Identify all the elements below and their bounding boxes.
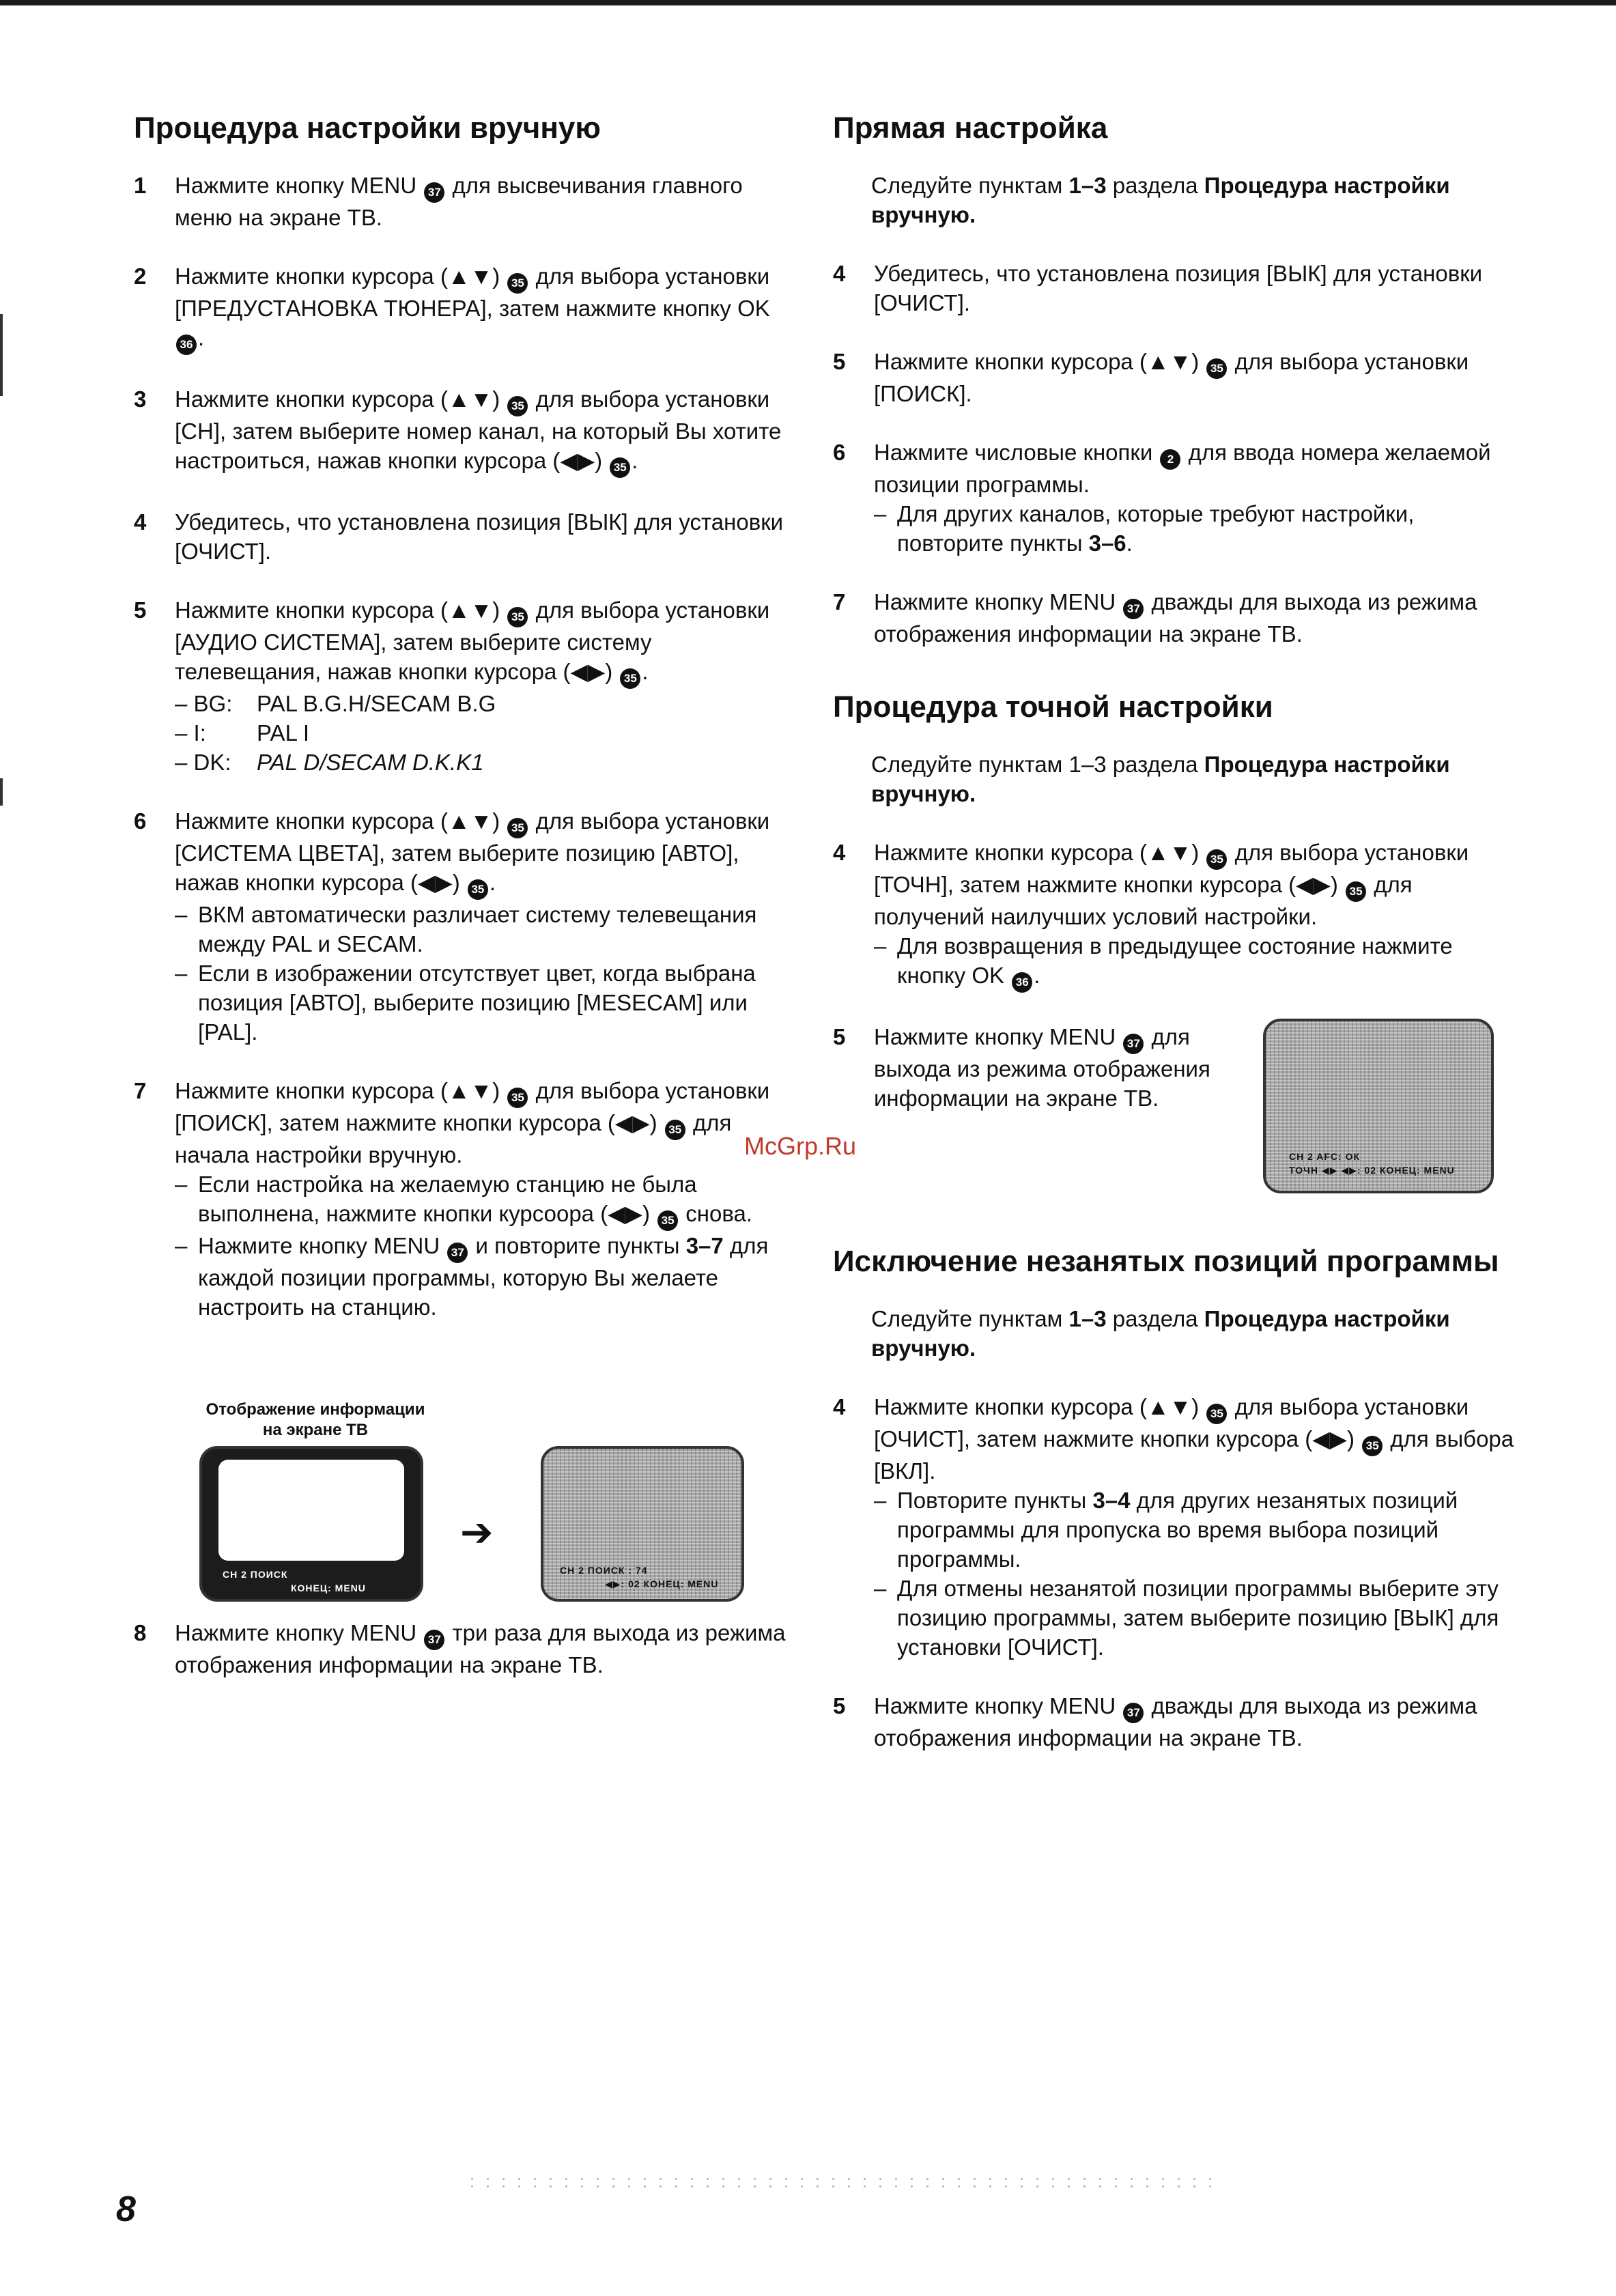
step-number: 8 bbox=[134, 1620, 147, 1645]
step-6: 6 Нажмите кнопки курсора (▲▼) 35 для выбора установки [СИСТЕМА ЦВЕТА], затем выберите позицию [АВТО], нажав кнопки курсора (◀▶) 35 . – ВКМ автоматически различает систему телевещания между PAL и SECAM. – Если в изображении отсутствует цвет, когда выбрана позиция [АВТО], выберите позицию [MESECAM] или [PAL]. bbox=[134, 806, 789, 1047]
button-ref-icon: 37 bbox=[424, 182, 444, 203]
button-ref-icon: 35 bbox=[507, 607, 528, 627]
button-ref-icon: 35 bbox=[507, 273, 528, 294]
tv-osd-text: КОНЕЦ: MENU bbox=[291, 1583, 366, 1593]
watermark: McGrp.Ru bbox=[744, 1132, 857, 1160]
step-4: 4 Убедитесь, что установлена позиция [ВЫК] для установки [ОЧИСТ]. bbox=[134, 507, 789, 566]
step-number: 4 bbox=[833, 840, 846, 865]
skip-step-4: 4 Нажмите кнопки курсора (▲▼) 35 для выбора установки [ОЧИСТ], затем нажмите кнопки курсора (◀▶) 35 для выбора [ВКЛ]. – Повторите пункты 3–4 для других незанятых позиций программы для пропуска во время выбора позиций программы. – Для отмены незанятой позиции программы выберите эту позицию программы, затем выберите позицию [ВЫК] для установки [ОЧИСТ]. bbox=[833, 1392, 1516, 1662]
step-number: 7 bbox=[833, 589, 846, 614]
tv-screen-fine-tune bbox=[1263, 1019, 1494, 1193]
page-number: 8 bbox=[116, 2189, 136, 2229]
step-2: 2 Нажмите кнопки курсора (▲▼) 35 для выбора установки [ПРЕДУСТАНОВКА ТЮНЕРА], затем нажмите кнопку OK 36 . bbox=[134, 261, 789, 355]
button-ref-icon: 35 bbox=[1346, 881, 1366, 902]
button-ref-icon: 36 bbox=[176, 335, 197, 355]
button-ref-icon: 37 bbox=[1123, 1703, 1144, 1723]
system-row: – DK: PAL D/SECAM D.K.K1 bbox=[175, 750, 484, 775]
note: – ВКМ автоматически различает систему телевещания между PAL и SECAM. bbox=[175, 902, 757, 956]
button-ref-icon: 35 bbox=[507, 1088, 528, 1108]
direct-step-6: 6 Нажмите числовые кнопки 2 для ввода номера желаемой позиции программы. – Для других каналов, которые требуют настройки, повторите пункты 3–6. bbox=[833, 438, 1516, 558]
button-ref-icon: 35 bbox=[610, 457, 630, 478]
note: – Для отмены незанятой позиции программы выберите эту позицию программы, затем выберите позицию [ВЫК] для установки [ОЧИСТ]. bbox=[874, 1576, 1499, 1660]
button-ref-icon: 37 bbox=[447, 1243, 468, 1263]
section-title-direct: Прямая настройка bbox=[833, 111, 1108, 145]
tv-screen-search bbox=[541, 1446, 744, 1602]
top-border bbox=[0, 0, 1616, 5]
step-7: 7 Нажмите кнопки курсора (▲▼) 35 для выбора установки [ПОИСК], затем нажмите кнопки курсора (◀▶) 35 для начала настройки вручную. – Если настройка на желаемую станцию не была выполнена, нажмите кнопки курсоора (◀▶) 35 снова. – Нажмите кнопку MENU 37 и повторите пункты 3–7 для каждой позиции программы, которую Вы желаете настроить на станцию. bbox=[134, 1076, 789, 1322]
tv-osd-text: ◀▶: 02 КОНЕЦ: MENU bbox=[605, 1578, 719, 1589]
button-ref-icon: 35 bbox=[1362, 1436, 1383, 1456]
button-ref-icon: 35 bbox=[1206, 358, 1227, 379]
section-intro: Следуйте пунктам 1–3 раздела Процедура настройки вручную. bbox=[871, 752, 1450, 806]
note: – Для возвращения в предыдущее состояние нажмите кнопку OK 36 . bbox=[874, 931, 1516, 993]
note: – Повторите пункты 3–4 для других незанятых позиций программы для пропуска во время выбора позиций программы. bbox=[874, 1488, 1458, 1572]
margin-mark bbox=[0, 314, 3, 396]
direct-step-5: 5 Нажмите кнопки курсора (▲▼) 35 для выбора установки [ПОИСК]. bbox=[833, 347, 1516, 408]
direct-step-4: 4 Убедитесь, что установлена позиция [ВЫК] для установки [ОЧИСТ]. bbox=[833, 259, 1516, 317]
note: – Нажмите кнопку MENU 37 и повторите пункты 3–7 для каждой позиции программы, которую Вы желаете настроить на станцию. bbox=[175, 1233, 769, 1320]
step-5: 5 Нажмите кнопки курсора (▲▼) 35 для выбора установки [АУДИО СИСТЕМА], затем выберите систему телевещания, нажав кнопки курсора (◀▶) 35 . – BG: PAL B.G.H/SECAM B.G – I: PAL I – DK: PAL D/SECAM D.K.K1 bbox=[134, 595, 789, 777]
step-3: 3 Нажмите кнопки курсора (▲▼) 35 для выбора установки [CH], затем выберите номер канал, на который Вы хотите настроиться, нажав кнопки курсора (◀▶) 35 . bbox=[134, 384, 789, 478]
tv-osd-text: CH 2 AFC: ОК bbox=[1289, 1151, 1361, 1162]
step-number: 2 bbox=[134, 264, 147, 289]
tv-osd-text: CH 2 ПОИСК : 74 bbox=[560, 1565, 648, 1576]
step-number: 5 bbox=[833, 1024, 846, 1049]
section-title-manual: Процедура настройки вручную bbox=[134, 111, 601, 145]
step-number: 7 bbox=[134, 1078, 147, 1103]
step-number: 6 bbox=[833, 440, 846, 465]
system-row: – I: PAL I bbox=[175, 720, 310, 746]
button-ref-icon: 35 bbox=[665, 1120, 685, 1140]
fine-step-5: 5 Нажмите кнопку MENU 37 для выхода из режима отображения информации на экране ТВ. bbox=[833, 1022, 1256, 1113]
step-number: 5 bbox=[833, 1693, 846, 1718]
button-ref-icon: 35 bbox=[507, 396, 528, 416]
tv-screen-osd bbox=[199, 1446, 423, 1602]
button-ref-icon: 35 bbox=[1206, 1404, 1227, 1424]
skip-step-5: 5 Нажмите кнопку MENU 37 дважды для выхода из режима отображения информации на экране ТВ. bbox=[833, 1691, 1516, 1753]
note: – Если в изображении отсутствует цвет, когда выбрана позиция [АВТО], выберите позицию [MESECAM] или [PAL]. bbox=[175, 961, 756, 1045]
note: – Если настройка на желаемую станцию не была выполнена, нажмите кнопки курсоора (◀▶) 35 снова. bbox=[175, 1170, 789, 1231]
step-number: 5 bbox=[134, 597, 147, 623]
step-1: 1 Нажмите кнопку MENU 37 для высвечивания главного меню на экране ТВ. bbox=[134, 171, 789, 232]
section-title-skip: Исключение незанятых позиций программы bbox=[833, 1245, 1499, 1278]
button-ref-icon: 37 bbox=[1123, 599, 1144, 619]
section-intro: Следуйте пунктам 1–3 раздела Процедура настройки вручную. bbox=[871, 1306, 1450, 1361]
tv-blank-area bbox=[218, 1460, 404, 1561]
step-number: 3 bbox=[134, 386, 147, 412]
step-number: 4 bbox=[833, 1394, 846, 1419]
step-number: 1 bbox=[134, 173, 147, 198]
note: – Для других каналов, которые требуют настройки, повторите пункты 3–6. bbox=[874, 501, 1415, 556]
button-ref-icon: 35 bbox=[620, 668, 640, 689]
margin-mark bbox=[0, 778, 3, 806]
button-ref-icon: 2 bbox=[1160, 449, 1180, 470]
system-row: – BG: PAL B.G.H/SECAM B.G bbox=[175, 691, 496, 716]
step-number: 5 bbox=[833, 349, 846, 374]
direct-step-7: 7 Нажмите кнопку MENU 37 дважды для выхода из режима отображения информации на экране ТВ. bbox=[833, 587, 1516, 649]
section-title-fine: Процедура точной настройки bbox=[833, 690, 1273, 724]
fine-step-4: 4 Нажмите кнопки курсора (▲▼) 35 для выбора установки [ТОЧН], затем нажмите кнопки курсора (◀▶) 35 для получений наилучших условий настройки. – Для возвращения в предыдущее состояние нажмите кнопку OK 36 . bbox=[833, 838, 1516, 993]
button-ref-icon: 35 bbox=[468, 879, 488, 900]
tv-osd-text: CH 2 ПОИСК bbox=[223, 1569, 288, 1580]
button-ref-icon: 35 bbox=[507, 818, 528, 838]
button-ref-icon: 37 bbox=[1123, 1034, 1144, 1054]
button-ref-icon: 36 bbox=[1012, 972, 1032, 993]
button-ref-icon: 37 bbox=[424, 1630, 444, 1650]
section-intro: Следуйте пунктам 1–3 раздела Процедура настройки вручную. bbox=[871, 173, 1450, 227]
right-column bbox=[833, 109, 1516, 1782]
button-ref-icon: 35 bbox=[1206, 849, 1227, 870]
button-ref-icon: 35 bbox=[657, 1210, 678, 1231]
tv-caption: Отображение информации на экране ТВ bbox=[205, 1400, 425, 1439]
step-number: 6 bbox=[134, 808, 147, 834]
arrow-right-icon: ➔ bbox=[460, 1510, 494, 1555]
step-number: 4 bbox=[134, 509, 147, 535]
scan-specks bbox=[464, 2175, 1215, 2189]
tv-osd-text: ТОЧН ◀▶ ◀▶: 02 КОНЕЦ: MENU bbox=[1289, 1165, 1455, 1176]
step-8: 8 Нажмите кнопку MENU 37 три раза для выхода из режима отображения информации на экране ТВ. bbox=[134, 1618, 830, 1680]
step-number: 4 bbox=[833, 261, 846, 286]
